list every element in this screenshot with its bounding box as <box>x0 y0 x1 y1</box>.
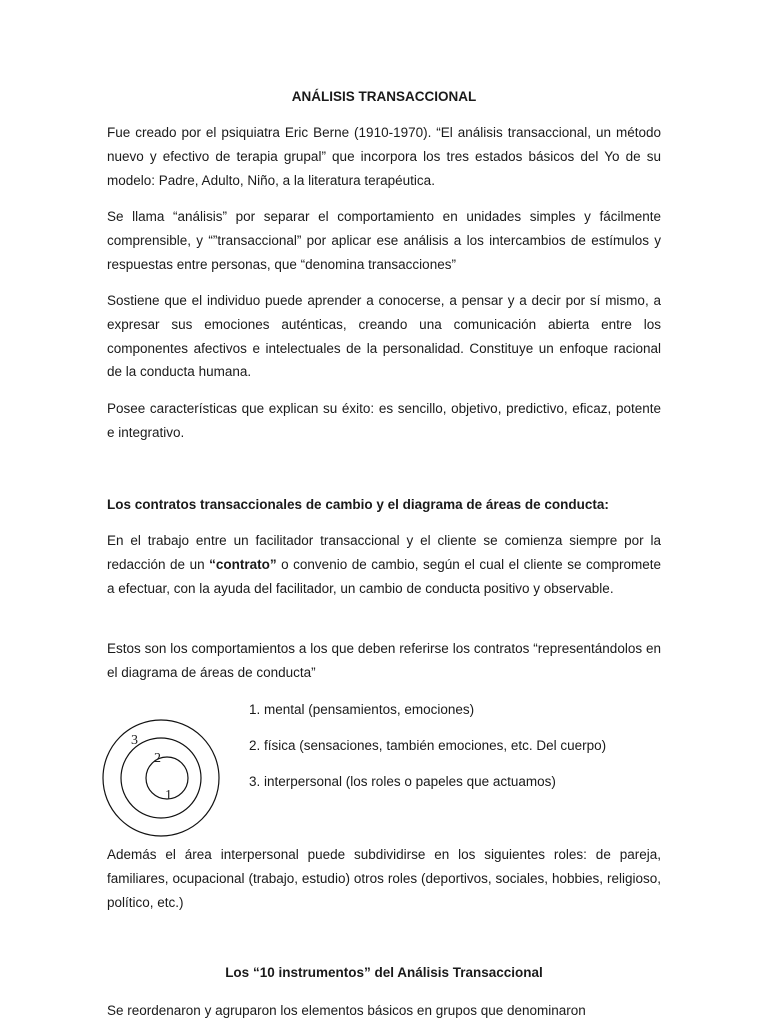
paragraph-origin: Fue creado por el psiquiatra Eric Berne (1910-1970). “El análisis transaccional, un método nuevo y efectivo de terapia grupal” que incorpora los tres estados básicos del Yo de su modelo: Padre, Adulto, Niño, a la literatura terapéutica. <box>107 125 661 188</box>
paragraph-instruments: Se reordenaron y agruparon los elementos básicos en grupos que denominaron <box>107 1003 586 1018</box>
contract-text-end: o convenio de cambio, según el cual el cliente se compromete a efectuar, con la ayuda del facilitador, un cambio de conducta positivo y observable. <box>107 556 661 596</box>
circle-label-2: 2 <box>154 751 161 766</box>
list-item-physical: 2. física (sensaciones, también emociones, etc. Del cuerpo) <box>249 738 607 753</box>
section-heading-instruments: Los “10 instrumentos” del Análisis Transaccional <box>225 965 543 980</box>
circle-label-1: 1 <box>165 788 172 803</box>
section-heading-contracts: Los contratos transaccionales de cambio y el diagrama de áreas de conducta: <box>107 497 609 512</box>
list-item-mental: 1. mental (pensamientos, emociones) <box>249 702 475 717</box>
paragraph-contract <box>107 529 661 600</box>
paragraph-characteristics: Posee características que explican su éxito: es sencillo, objetivo, predictivo, eficaz, potente e integrativo. <box>107 401 661 440</box>
document-title: ANÁLISIS TRANSACCIONAL <box>291 89 477 104</box>
circle-label-3: 3 <box>131 733 138 748</box>
behavior-areas-diagram <box>101 707 221 847</box>
contract-term: “contrato” <box>209 556 277 572</box>
list-item-interpersonal: 3. interpersonal (los roles o papeles que actuamos) <box>249 774 556 789</box>
paragraph-behaviors: Estos son los comportamientos a los que deben referirse los contratos “representándolos en el diagrama de áreas de conducta” <box>107 641 661 680</box>
paragraph-roles: Además el área interpersonal puede subdividirse en los siguientes roles: de pareja, familiares, ocupacional (trabajo, estudio) otros roles (deportivos, sociales, hobbies, religioso, político, etc.) <box>107 847 661 910</box>
paragraph-principles: Sostiene que el individuo puede aprender a conocerse, a pensar y a decir por sí mismo, a expresar sus emociones auténticas, creando una comunicación abierta entre los componentes afectivos e intelectuales de la personalidad. Constituye un enfoque racional de la conducta humana. <box>107 293 661 380</box>
middle-circle-physical <box>121 738 201 818</box>
contract-text-start: En el trabajo entre un facilitador transaccional y el cliente se comienza siempre por la redacción de un <box>107 533 661 572</box>
paragraph-definition: Se llama “análisis” por separar el comportamiento en unidades simples y fácilmente comprensible, y “”transaccional” por aplicar ese análisis a los intercambios de estímulos y respuestas entre personas, que “denomina transacciones” <box>107 209 661 272</box>
